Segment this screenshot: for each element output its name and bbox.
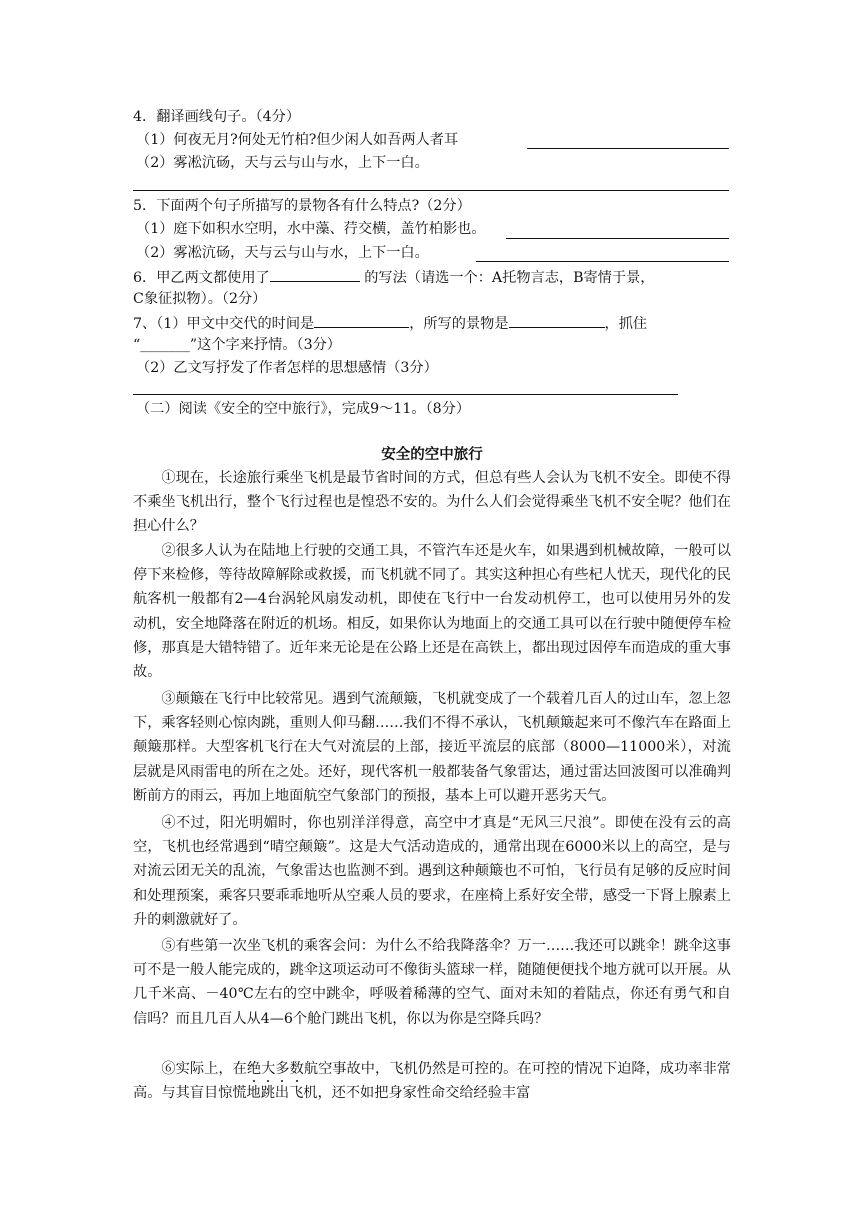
answer-blank-6[interactable] bbox=[270, 265, 360, 282]
question-7-quote-rest: ”这个字来抒情。（3分） bbox=[189, 337, 341, 353]
article-paragraph-2: ②很多人认为在陆地上行驶的交通工具，不管汽车还是火车，如果遇到机械故障，一般可以停下来检修，等待故障解除或救援，而飞机就不同了。其实这种担心有些杞人忧天，现代化的民航客机一般都有2—4台涡轮风扇发动机，即使在飞行中一台发动机停工，也可以使用另外的发动机，安全地降落在附近的机场。相反，如果你认为地面上的交通工具可以在行驶中随便停车检修，那真是大错特错了。近年来无论是在公路上还是在高铁上，都出现过因停车而造成的重大事故。 bbox=[133, 543, 731, 681]
article-paragraph-1: ①现在，长途旅行乘坐飞机是最节省时间的方式，但总有些人会认为飞机不安全。即使不得不乘坐飞机出行，整个飞行过程也是惶恐不安的。为什么人们会觉得乘坐飞机不安全呢？他们在担心什么？ bbox=[133, 470, 731, 535]
question-7-item-2: （2）乙文写抒发了作者怎样的思想感情（3分） bbox=[136, 360, 438, 376]
question-7-quote-open: “ bbox=[133, 337, 141, 353]
dotted-emphasis bbox=[247, 1061, 304, 1077]
dotted-char: 绝 bbox=[246, 1061, 262, 1077]
question-4-title: 4．翻译画线句子。（4分） bbox=[133, 109, 301, 125]
answer-blank-7-word[interactable]: _______ bbox=[140, 337, 190, 353]
question-5-item-2: （2）雾凇沆砀，天与云与山与水，上下一白。 bbox=[136, 245, 429, 261]
question-6-line-2: C象征拟物）。（2分） bbox=[133, 291, 267, 307]
question-7-line-2 bbox=[133, 334, 733, 356]
question-4-item-1-text: （1）何夜无月?何处无竹柏?但少闲人如吾两人者耳 bbox=[136, 132, 459, 148]
article-paragraph-4: ④不过，阳光明媚时，你也别洋洋得意，高空中才真是“无风三尺浪”。即使在没有云的高空，飞机也经常遇到“晴空颠簸”。这是大气活动造成的，通常出现在6000米以上的高空，是与对流云团无关的乱流，气象雷达也监测不到。遇到这种颠簸也不可怕，飞行员有足够的反应时间和处理预案，乘客只要乖乖地听从空乘人员的要求，在座椅上系好安全带，感受一下肾上腺素上升的刺激就好了。 bbox=[133, 815, 731, 928]
paragraph-6-rest: 航空事故中，飞机仍然是可控的。在可控的情况下迫降，成功率非常高。与其盲目惊慌地跳出飞机，还不如把身家性命交给经验丰富 bbox=[133, 1061, 731, 1102]
question-6-suffix: 的写法（请选一个：A托物言志，B寄情于景， bbox=[364, 270, 655, 286]
article-paragraph-5: ⑤有些第一次坐飞机的乘客会问：为什么不给我降落伞？万一……我还可以跳伞！跳伞这事可不是一般人能完成的，跳伞这项运动可不像街头篮球一样，随随便便找个地方就可以开展。从几千米高、－40℃左右的空中跳伞，呼吸着稀薄的空气、面对未知的着陆点，你还有勇气和自信吗？而且几百人从4—6个舱门跳出飞机，你以为你是空降兵吗？ bbox=[133, 938, 731, 1027]
question-7-line-1 bbox=[133, 311, 733, 335]
question-6-prefix: 6．甲乙两文都使用了 bbox=[133, 270, 270, 286]
question-5-title: 5．下面两个句子所描写的景物各有什么特点?（2分） bbox=[133, 198, 471, 214]
question-5-item-1: （1）庭下如积水空明，水中藻、荇交横，盖竹柏影也。 bbox=[136, 221, 486, 237]
answer-line-5-1[interactable] bbox=[506, 238, 729, 239]
article-paragraph-3: ③颠簸在飞行中比较常见。遇到气流颠簸，飞机就变成了一个载着几百人的过山车，忽上忽下，乘客轻则心惊肉跳，重则人仰马翻……我们不得不承认，飞机颠簸起来可不像汽车在路面上颠簸那样。大型客机飞行在大气对流层的上部，接近平流层的底部（8000—11000米），对流层就是风雨雷电的所在之处。还好，现代客机一般都装备气象雷达，通过雷达回波图可以准确判断前方的雨云，再加上地面航空气象部门的预报，基本上可以避开恶劣天气。 bbox=[133, 691, 731, 804]
dotted-char: 大 bbox=[261, 1061, 276, 1077]
paragraph-6-start: ⑥实际上，在 bbox=[161, 1061, 247, 1077]
question-6-line-1 bbox=[133, 265, 733, 289]
dotted-char: 多 bbox=[275, 1061, 290, 1077]
dotted-char: 数 bbox=[289, 1061, 304, 1077]
question-7-end: ，抓住 bbox=[604, 316, 648, 332]
answer-line-4-1[interactable] bbox=[527, 148, 729, 149]
answer-line-5-2[interactable] bbox=[476, 261, 729, 262]
question-7-prefix: 7、（1）甲文中交代的时间是 bbox=[133, 316, 315, 332]
answer-blank-7-scenery[interactable] bbox=[509, 311, 605, 328]
question-4-item-2: （2）雾凇沆砀，天与云与山与水，上下一白。 bbox=[136, 155, 429, 171]
answer-blank-7-time[interactable] bbox=[314, 311, 409, 328]
section-2-heading: （二）阅读《安全的空中旅行》，完成9～11。（8分） bbox=[136, 401, 471, 417]
answer-line-4-2[interactable] bbox=[133, 190, 729, 191]
article-title: 安全的空中旅行 bbox=[381, 447, 483, 463]
answer-line-7-2[interactable] bbox=[133, 394, 678, 395]
article-paragraph-6 bbox=[133, 1057, 731, 1105]
question-7-mid: ，所写的景物是 bbox=[409, 316, 509, 332]
